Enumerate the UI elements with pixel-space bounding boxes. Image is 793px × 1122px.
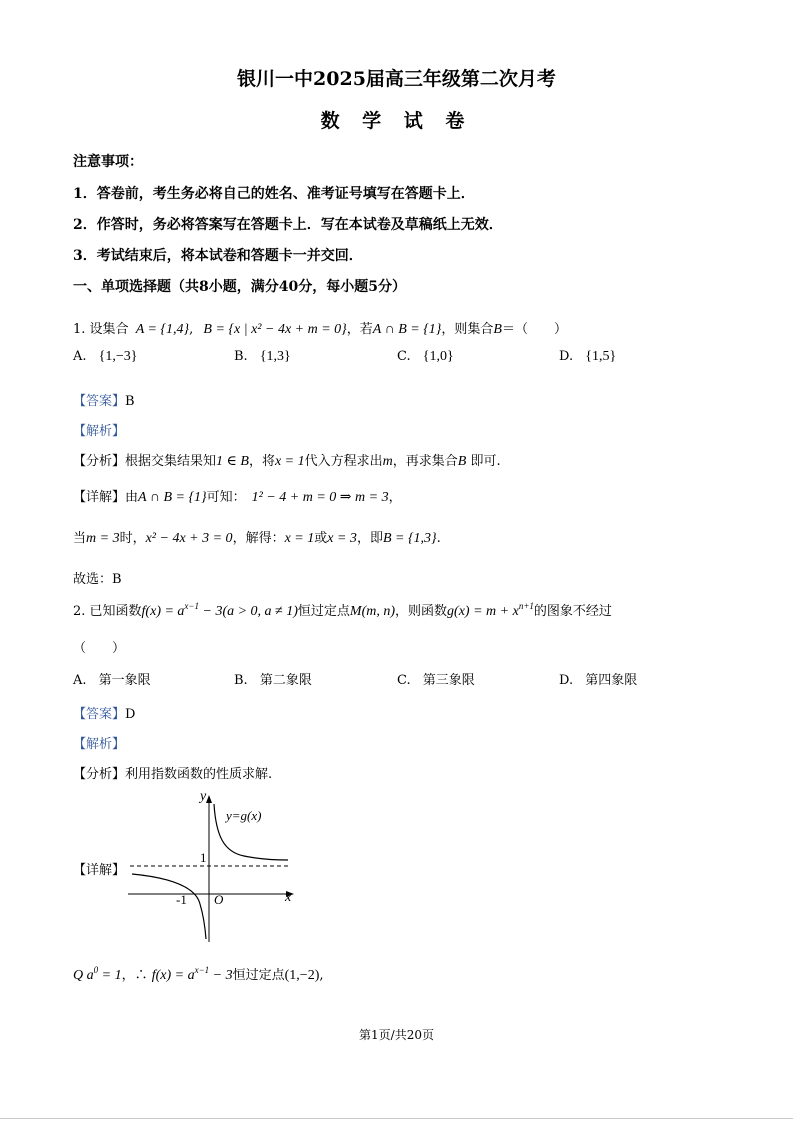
q1-condition: A ∩ B = {1}: [372, 322, 442, 337]
q2-fenxi-tag: 【分析】: [73, 767, 126, 782]
q2-answer-tag: 【答案】: [73, 707, 126, 722]
q1-option-a[interactable]: [73, 349, 138, 365]
q2-func-sup: x−1: [184, 601, 199, 611]
q1-option-b[interactable]: [234, 349, 291, 365]
q1-fenxi-math: 1 ∈ B: [216, 454, 249, 469]
q1-l2-math: m = 3: [86, 531, 120, 546]
q2-function-graph: [124, 786, 299, 946]
page-bottom-rule: [0, 1118, 793, 1119]
page-footer: 第1页/共20页: [359, 1028, 434, 1042]
q1-analysis-tag: 【解析】: [73, 424, 126, 439]
y-axis-label: y: [200, 789, 207, 804]
q1-l2-text: 当: [73, 531, 87, 546]
q1-l2-text: 时，: [119, 531, 146, 546]
option-value: 第二象限: [259, 673, 312, 688]
q2-lead: 2. 已知函数: [73, 604, 142, 619]
q2-last-math: Q a: [73, 968, 94, 983]
q1-b-var: B: [493, 322, 502, 337]
option-label: C.: [397, 673, 411, 688]
option-value: {1,−3}: [98, 349, 138, 364]
q2-last-line: [73, 964, 324, 984]
q1-l2-math: x = 1: [284, 531, 315, 546]
curve-left-branch: [132, 874, 206, 939]
q1-fenxi-tag: 【分析】: [73, 454, 126, 469]
exam-title: 银川一中2025届高三年级第二次月考: [237, 68, 556, 90]
q1-l2-text: .: [436, 531, 441, 546]
q2-last-text: 恒过定点: [232, 968, 285, 983]
q2-mid: ，则函数: [395, 604, 448, 619]
q2-g: g(x) = m + x: [447, 604, 519, 619]
q1-set-b: B = {x | x² − 4x + m = 0}: [203, 322, 347, 337]
q1-option-c[interactable]: [397, 349, 454, 365]
option-value: 第一象限: [98, 673, 151, 688]
q1-fenxi-math: x = 1: [274, 454, 305, 469]
q2-last-math: − 3: [209, 968, 233, 983]
option-label: D.: [559, 349, 574, 364]
q2-xiangjie-tag: 【详解】: [73, 863, 126, 878]
q2-option-d[interactable]: [559, 669, 637, 688]
q2-func-tail: − 3(a > 0, a ≠ 1): [199, 604, 298, 619]
q2-stem: [73, 600, 612, 620]
q1-answer: B: [125, 394, 135, 409]
q1-fenxi-math: B: [457, 454, 467, 469]
q1-l2-math: x² − 4x + 3 = 0: [145, 531, 233, 546]
x-axis-label: x: [285, 890, 292, 905]
q1-answer-line: [73, 390, 135, 409]
q2-fenxi: [73, 763, 272, 782]
q1-fenxi-text: ，将: [248, 454, 275, 469]
option-label: A.: [73, 673, 87, 688]
option-value: 第四象限: [585, 673, 638, 688]
q1-xj-text: 可知：: [206, 490, 246, 505]
q2-answer-line: [73, 703, 135, 722]
q1-fenxi-math: m: [382, 454, 393, 469]
notice-item-1: 1．答卷前，考生务必将自己的姓名、准考证号填写在答题卡上．: [73, 186, 475, 202]
q1-fenxi-text: ，再求集合: [392, 454, 458, 469]
q1-conclusion: 故选：B: [73, 572, 122, 587]
q1-ask: ，则集合: [441, 322, 494, 337]
notice-item-2: 2．作答时，务必将答案写在答题卡上．写在本试卷及草稿纸上无效．: [73, 217, 503, 233]
q2-fixed: 恒过定点: [297, 604, 350, 619]
tick-label-one: 1: [200, 850, 207, 865]
q2-last-math: f(x) = a: [151, 968, 195, 983]
q2-point: M(m, n): [349, 604, 396, 619]
q1-fenxi-text: 代入方程求出: [304, 454, 383, 469]
q1-eq-paren: ＝（ ）: [501, 322, 567, 337]
q1-fenxi-text: 即可.: [466, 454, 501, 469]
option-value: 第三象限: [422, 673, 475, 688]
option-value: {1,0}: [422, 349, 454, 364]
q1-xiangjie: [73, 486, 402, 506]
option-label: B.: [234, 349, 248, 364]
q2-analysis-tag: 【解析】: [73, 737, 126, 752]
option-label: C.: [397, 349, 411, 364]
q1-fenxi-text: 根据交集结果知: [125, 454, 217, 469]
q2-last-point: (1,−2): [284, 968, 320, 983]
q2-fenxi-text: 利用指数函数的性质求解.: [125, 767, 273, 782]
q1-answer-tag: 【答案】: [73, 394, 126, 409]
q1-ruo: ，若: [346, 322, 373, 337]
option-label: B.: [234, 673, 248, 688]
q2-last-math: = 1: [98, 968, 122, 983]
q1-xj-text: 由: [125, 490, 139, 505]
q1-l2-math: x = 3: [327, 531, 357, 546]
q2-option-c[interactable]: [397, 669, 475, 688]
q1-xj-text: ，: [388, 490, 402, 505]
notice-heading: 注意事项：: [73, 154, 143, 170]
q2-last-text: ，∴: [121, 968, 152, 983]
q2-tail: 的图象不经过: [533, 604, 612, 619]
q2-func: f(x) = a: [141, 604, 185, 619]
q1-solution-line: [73, 527, 441, 547]
q2-option-a[interactable]: [73, 669, 151, 688]
tick-label-neg-one: -1: [176, 892, 187, 907]
section-heading: 一、单项选择题（共8小题，满分40分，每小题5分）: [73, 279, 406, 295]
q1-xj-math: A ∩ B = {1}: [138, 490, 207, 505]
q2-g-sup: n+1: [518, 601, 534, 611]
origin-label: O: [214, 892, 224, 907]
q1-stem: [73, 318, 567, 338]
q2-last-sup: 0: [93, 965, 99, 975]
q2-last-text: ,: [319, 968, 324, 983]
q2-paren: （ ）: [73, 641, 126, 656]
option-value: {1,3}: [259, 349, 291, 364]
q1-l2-text: ，解得：: [232, 531, 285, 546]
q1-xiangjie-tag: 【详解】: [73, 490, 126, 505]
q1-option-d[interactable]: [559, 349, 616, 365]
y-axis-arrow: [206, 795, 212, 803]
q2-option-b[interactable]: [234, 669, 312, 688]
q1-xj-math: 1² − 4 + m = 0 ⇒ m = 3: [251, 490, 389, 505]
q2-last-sup: x−1: [194, 965, 210, 975]
q1-lead: 1. 设集合: [73, 322, 129, 337]
option-label: A.: [73, 349, 87, 364]
option-value: {1,5}: [585, 349, 617, 364]
q2-answer: D: [125, 707, 136, 722]
notice-item-3: 3．考试结束后，将本试卷和答题卡一并交回．: [73, 248, 363, 264]
q1-l2-text: ，即: [356, 531, 383, 546]
q1-comma: ,: [189, 322, 194, 337]
exam-subtitle: 数 学 试 卷: [320, 110, 473, 132]
option-label: D.: [559, 673, 574, 688]
q1-l2-math: B = {1,3}: [382, 531, 437, 546]
q1-set-a: A = {1,4}: [135, 322, 190, 337]
q1-fenxi: [73, 450, 501, 470]
curve-label: y=g(x): [226, 808, 262, 823]
q1-l2-text: 或: [314, 531, 328, 546]
